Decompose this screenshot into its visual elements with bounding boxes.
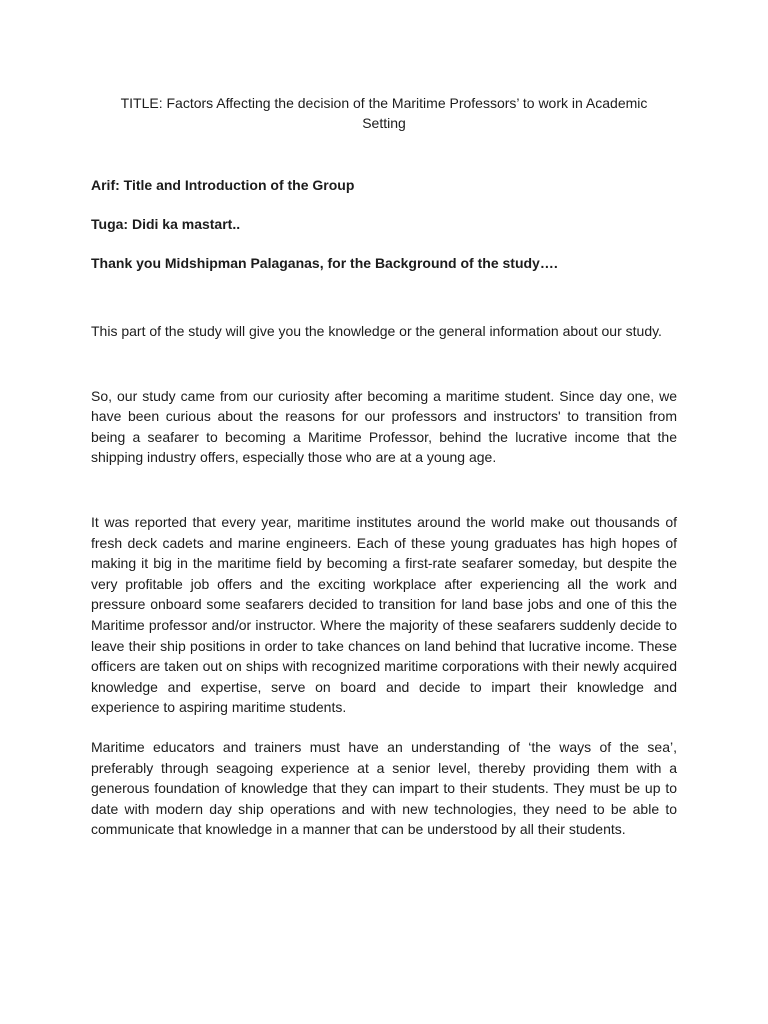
speaker-line-arif: Arif: Title and Introduction of the Group (91, 177, 355, 193)
document-title: TITLE: Factors Affecting the decision of the Maritime Professors’ to work in Academic Setting (120, 95, 648, 131)
paragraph-intro: This part of the study will give you the knowledge or the general information about our study. (91, 323, 662, 339)
paragraph-curiosity: So, our study came from our curiosity after becoming a maritime student. Since day one, we have been curious about the reasons for our professors and instructors' to transition from being a seafarer to becoming a Maritime Professor, behind the lucrative income that the shipping industry offers, especially those who are at a young age. (91, 387, 677, 466)
speaker-line-tuga: Tuga: Didi ka mastart.. (91, 216, 241, 232)
speaker-line-thanks: Thank you Midshipman Palaganas, for the Background of the study…. (91, 255, 558, 271)
paragraph-educators: Maritime educators and trainers must have an understanding of ‘the ways of the sea’, preferably through seagoing experience at a senior level, thereby providing them with a generous foundation of knowledge that they can impart to their students. They must be up to date with modern day ship operations and with new technologies, they need to be able to communicate that knowledge in a manner that can be understood by all their students. (91, 738, 677, 838)
paragraph-report: It was reported that every year, maritime institutes around the world make out thousands of fresh deck cadets and marine engineers. Each of these young graduates has high hopes of making it big in the maritime field by becoming a first-rate seafarer someday, but despite the very profitable job offers and the exciting workplace after experiencing all the work and pressure onboard some seafarers decided to transition for land base jobs and one of this the Maritime professor and/or instructor. Where the majority of these seafarers suddenly decide to leave their ship positions in order to take chances on land behind that lucrative income. These officers are taken out on ships with recognized maritime corporations with their newly acquired knowledge and expertise, serve on board and decide to impart their knowledge and experience to aspiring maritime students. (91, 513, 677, 716)
